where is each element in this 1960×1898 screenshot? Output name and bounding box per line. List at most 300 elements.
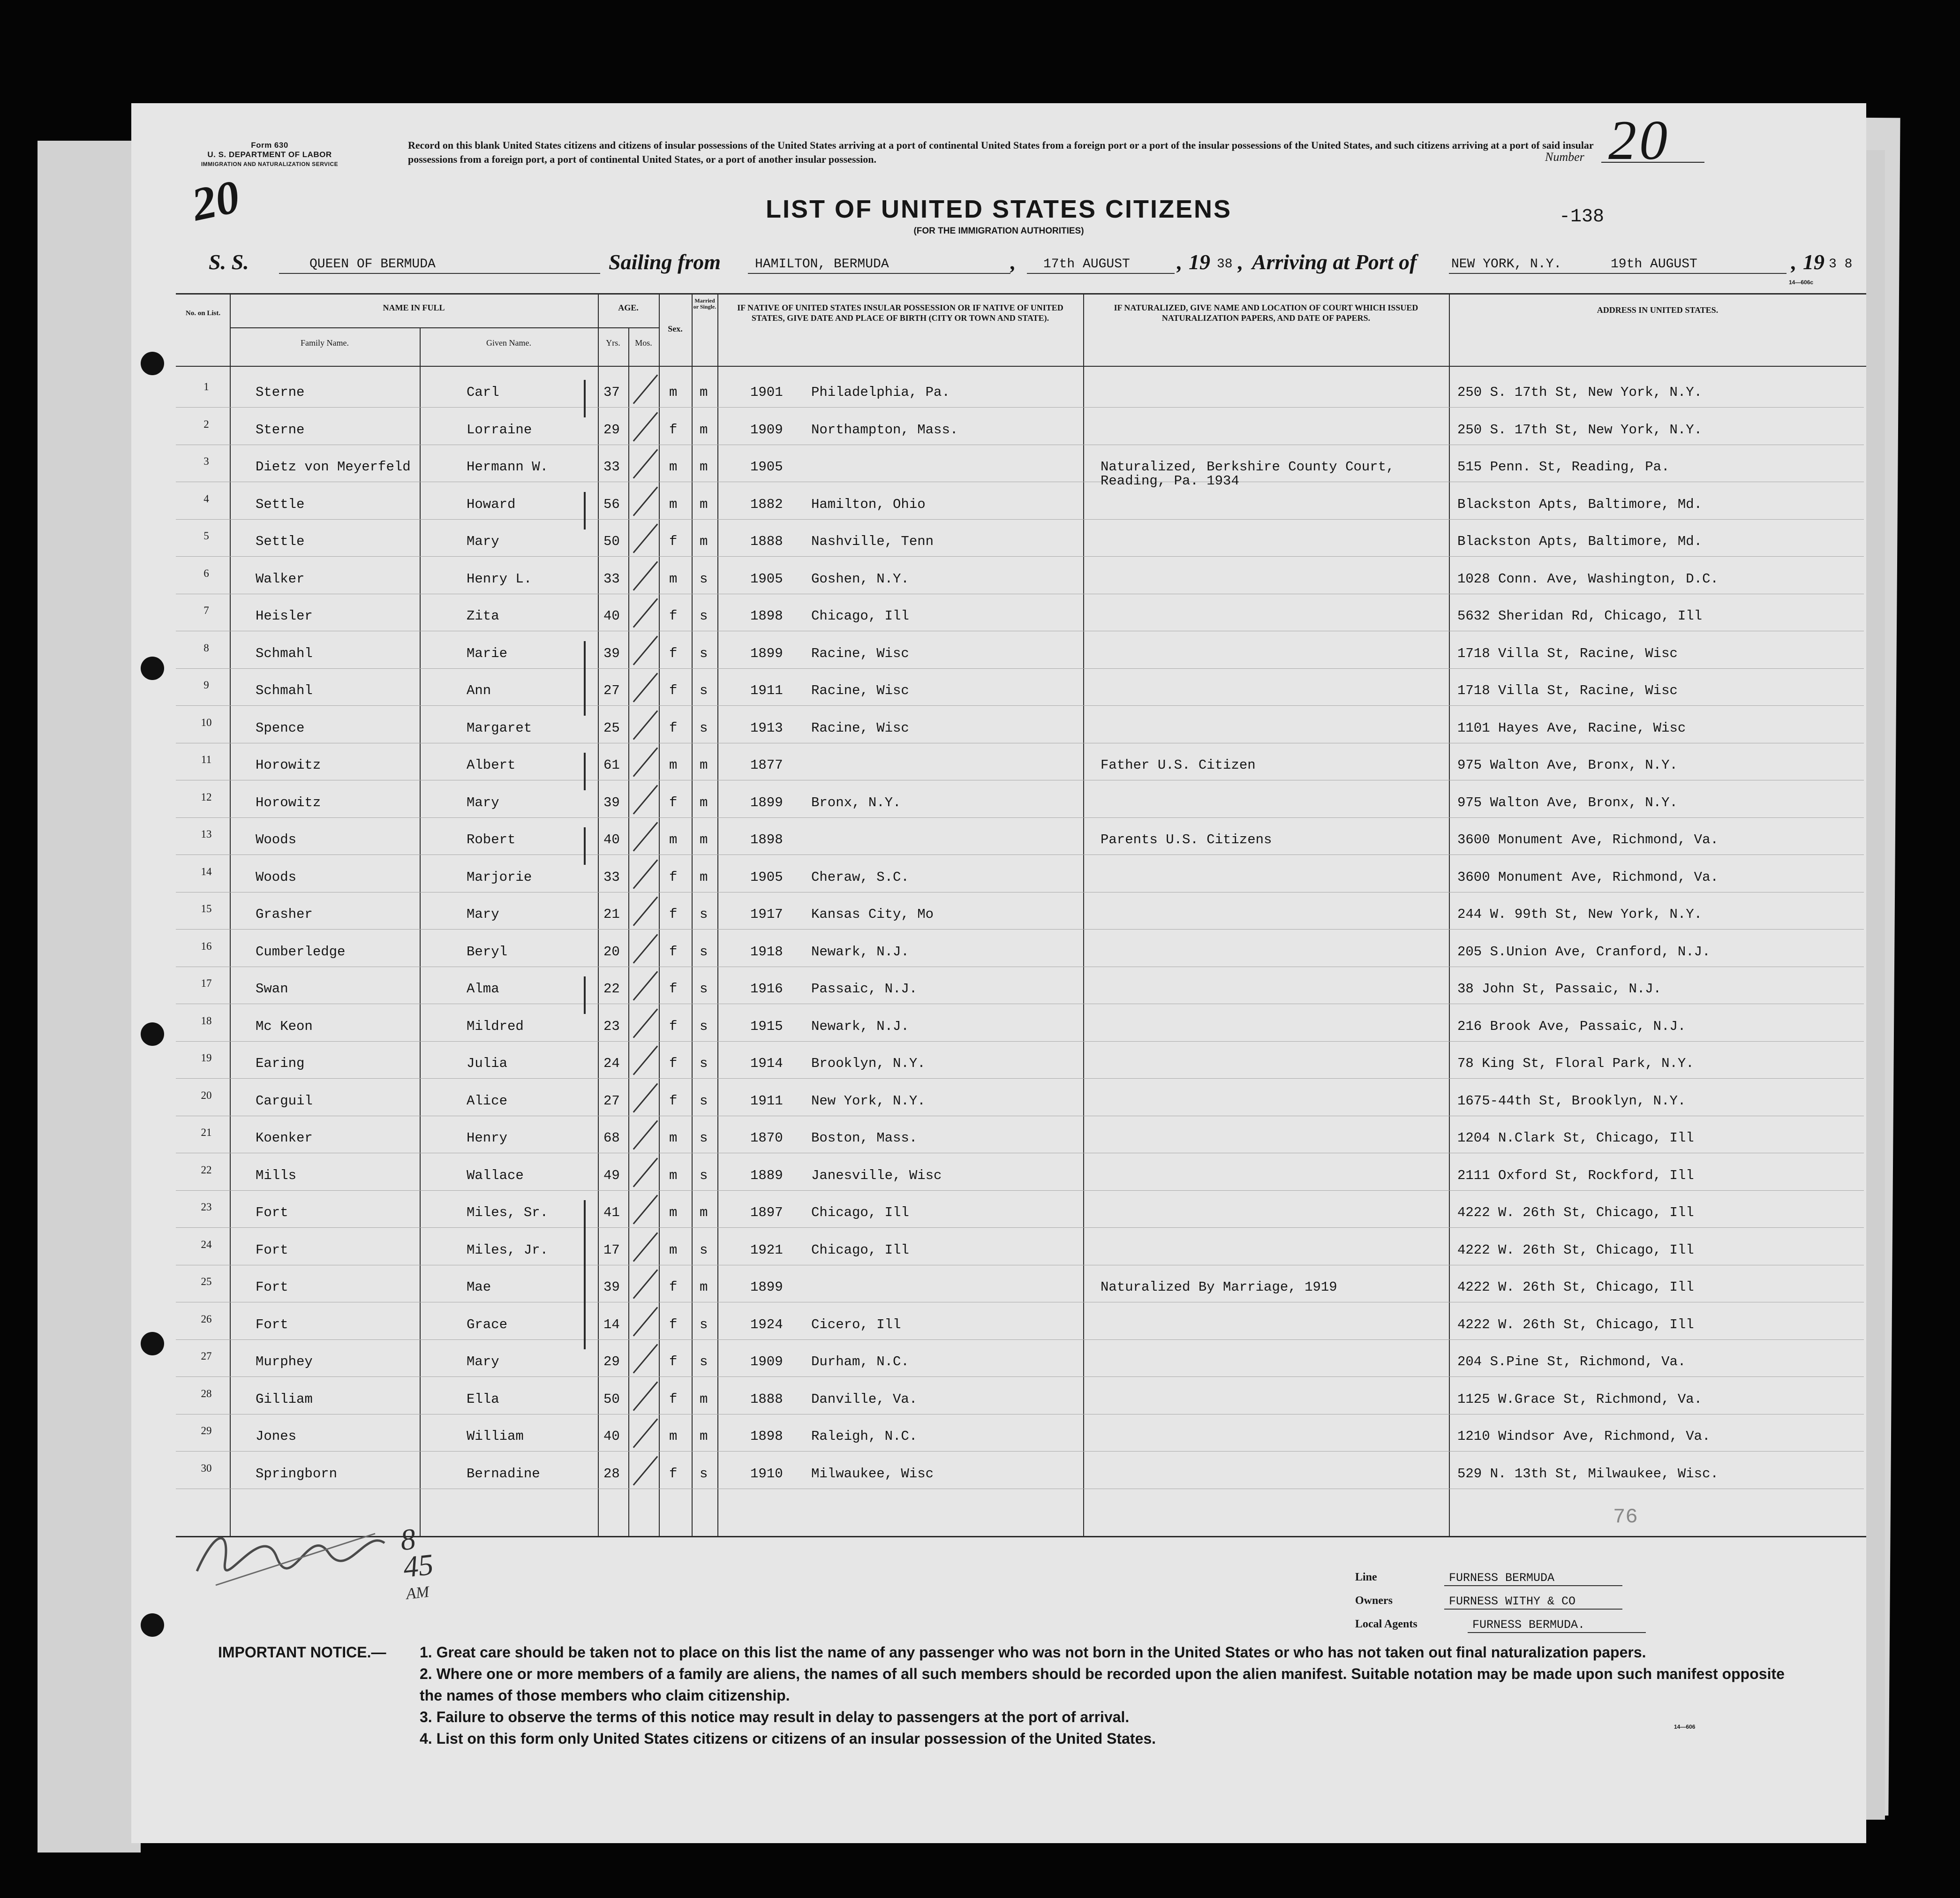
cell-sex: f xyxy=(669,1354,678,1369)
row-number: 19 xyxy=(201,1052,212,1064)
row-number: 4 xyxy=(204,493,209,505)
agents-label: Local Agents xyxy=(1355,1618,1417,1630)
row-rule xyxy=(176,1041,1864,1042)
cell-place: Chicago, Ill xyxy=(811,1242,909,1258)
check-mark xyxy=(633,1381,658,1411)
row-number: 12 xyxy=(201,791,212,803)
cell-address: 3600 Monument Ave, Richmond, Va. xyxy=(1457,870,1719,885)
cell-nat: Parents U.S. Citizens xyxy=(1101,832,1272,847)
cell-given: Mary xyxy=(467,795,499,810)
family-bracket xyxy=(584,492,586,529)
cell-yrs: 40 xyxy=(603,832,620,847)
row-rule xyxy=(176,519,1864,520)
cell-family: Koenker xyxy=(256,1130,313,1146)
cell-place: Durham, N.C. xyxy=(811,1354,909,1369)
row-number: 24 xyxy=(201,1239,212,1250)
row-number: 3 xyxy=(204,455,209,467)
cell-place: Chicago, Ill xyxy=(811,1205,909,1220)
cell-family: Schmahl xyxy=(256,683,313,698)
check-mark xyxy=(633,1232,658,1262)
cell-address: 515 Penn. St, Reading, Pa. xyxy=(1457,459,1670,475)
row-number: 16 xyxy=(201,940,212,952)
cell-family: Dietz von Meyerfeld xyxy=(256,459,411,475)
cell-address: 38 John St, Passaic, N.J. xyxy=(1457,981,1662,997)
cell-ms: s xyxy=(700,571,708,587)
line-label: Line xyxy=(1355,1571,1377,1583)
cell-address: 78 King St, Floral Park, N.Y. xyxy=(1457,1056,1694,1071)
cell-address: 1028 Conn. Ave, Washington, D.C. xyxy=(1457,571,1719,587)
cell-nat: Father U.S. Citizen xyxy=(1101,757,1256,773)
row-number: 5 xyxy=(204,530,209,542)
cell-ms: s xyxy=(700,981,708,997)
arrival-date: 19th AUGUST xyxy=(1611,257,1697,272)
check-mark xyxy=(633,747,658,777)
cell-sex: m xyxy=(669,1205,678,1220)
stamp-number: 76 xyxy=(1613,1505,1638,1529)
cell-place: Newark, N.J. xyxy=(811,944,909,960)
cell-address: Blackston Apts, Baltimore, Md. xyxy=(1457,497,1703,512)
cell-sex: f xyxy=(669,1056,678,1071)
cell-year: 1911 xyxy=(750,1093,783,1109)
cell-yrs: 20 xyxy=(603,944,620,960)
cell-place: Nashville, Tenn xyxy=(811,534,934,549)
cell-year: 1898 xyxy=(750,1429,783,1444)
field-underline xyxy=(1449,273,1787,274)
row-number: 23 xyxy=(201,1201,212,1213)
cell-yrs: 50 xyxy=(603,534,620,549)
cell-family: Sterne xyxy=(256,385,305,400)
cell-ms: s xyxy=(700,1056,708,1071)
row-rule xyxy=(176,556,1864,557)
cell-sex: f xyxy=(669,1317,678,1332)
cell-given: Mary xyxy=(467,1354,499,1369)
list-number: 20 xyxy=(1608,109,1670,171)
notice-item: 2. Where one or more members of a family are aliens, the names of all such members should be recorded upon the alien manifest. Suitable notation may be made upon such manifest opposite the names of those members who claim citizenship. xyxy=(420,1665,1785,1704)
cell-year: 1911 xyxy=(750,683,783,698)
field-underline xyxy=(748,273,1010,274)
cell-given: Alice xyxy=(467,1093,508,1109)
cell-address: 2111 Oxford St, Rockford, Ill xyxy=(1457,1168,1694,1183)
row-rule xyxy=(176,668,1864,669)
cell-given: Bernadine xyxy=(467,1466,540,1482)
cell-given: Julia xyxy=(467,1056,508,1071)
row-number: 18 xyxy=(201,1015,212,1027)
row-number: 2 xyxy=(204,418,209,430)
cell-family: Spence xyxy=(256,720,305,736)
cell-ms: s xyxy=(700,907,708,922)
column-rule xyxy=(717,293,718,1536)
cell-given: Albert xyxy=(467,757,516,773)
row-number: 20 xyxy=(201,1089,212,1101)
cell-address: 4222 W. 26th St, Chicago, Ill xyxy=(1457,1205,1694,1220)
cell-address: 1204 N.Clark St, Chicago, Ill xyxy=(1457,1130,1694,1146)
cell-given: Lorraine xyxy=(467,422,532,438)
cell-ms: s xyxy=(700,944,708,960)
check-mark xyxy=(633,635,658,665)
cell-address: 205 S.Union Ave, Cranford, N.J. xyxy=(1457,944,1711,960)
cell-year: 1882 xyxy=(750,497,783,512)
cell-place: Danville, Va. xyxy=(811,1391,918,1407)
form-number: Form 630 xyxy=(251,141,288,150)
cell-sex: f xyxy=(669,534,678,549)
cell-ms: m xyxy=(700,870,708,885)
cell-address: 216 Brook Ave, Passaic, N.J. xyxy=(1457,1019,1686,1034)
cell-family: Horowitz xyxy=(256,757,321,773)
cell-given: Ann xyxy=(467,683,491,698)
row-number: 26 xyxy=(201,1313,212,1325)
notice-heading: IMPORTANT NOTICE.— xyxy=(218,1644,386,1661)
cell-sex: m xyxy=(669,1429,678,1444)
check-mark xyxy=(633,673,658,702)
cell-sex: f xyxy=(669,608,678,624)
cell-family: Jones xyxy=(256,1429,297,1444)
check-mark xyxy=(633,1157,658,1187)
cell-given: Henry xyxy=(467,1130,508,1146)
cell-year: 1901 xyxy=(750,385,783,400)
check-mark xyxy=(633,1195,658,1224)
cell-sex: f xyxy=(669,1391,678,1407)
cell-family: Mills xyxy=(256,1168,297,1183)
field-underline xyxy=(279,273,600,274)
header-address: ADDRESS IN UNITED STATES. xyxy=(1597,305,1719,315)
sailing-date: 17th AUGUST xyxy=(1043,257,1130,272)
cell-family: Schmahl xyxy=(256,646,313,661)
cell-family: Fort xyxy=(256,1242,288,1258)
table-header-border xyxy=(176,366,1866,367)
cell-given: Hermann W. xyxy=(467,459,549,475)
cell-ms: s xyxy=(700,1242,708,1258)
cell-sex: f xyxy=(669,1093,678,1109)
inspection-time: 8 45 AM xyxy=(399,1522,454,1608)
cell-family: Horowitz xyxy=(256,795,321,810)
cell-place: Goshen, N.Y. xyxy=(811,571,909,587)
check-mark xyxy=(633,934,658,963)
cell-sex: m xyxy=(669,757,678,773)
cell-yrs: 29 xyxy=(603,422,620,438)
check-mark xyxy=(633,971,658,1000)
cell-yrs: 27 xyxy=(603,683,620,698)
check-mark xyxy=(633,1344,658,1373)
cell-yrs: 22 xyxy=(603,981,620,997)
cell-ms: s xyxy=(700,1093,708,1109)
cell-year: 1916 xyxy=(750,981,783,997)
cell-ms: s xyxy=(700,683,708,698)
cell-sex: f xyxy=(669,1279,678,1295)
cell-family: Fort xyxy=(256,1279,288,1295)
cell-family: Cumberledge xyxy=(256,944,346,960)
header-yrs: Yrs. xyxy=(606,338,620,348)
cell-year: 1909 xyxy=(750,1354,783,1369)
cell-year: 1914 xyxy=(750,1056,783,1071)
cell-address: 244 W. 99th St, New York, N.Y. xyxy=(1457,907,1703,922)
department-name: U. S. DEPARTMENT OF LABOR xyxy=(207,150,332,159)
cell-yrs: 61 xyxy=(603,757,620,773)
cell-nat-continued: Reading, Pa. 1934 xyxy=(1101,473,1239,489)
cell-yrs: 23 xyxy=(603,1019,620,1034)
number-label: Number xyxy=(1545,150,1584,164)
page-subtitle: (FOR THE IMMIGRATION AUTHORITIES) xyxy=(913,226,1084,236)
cell-year: 1909 xyxy=(750,422,783,438)
cell-address: 1718 Villa St, Racine, Wisc xyxy=(1457,683,1678,698)
page-title: LIST OF UNITED STATES CITIZENS xyxy=(766,195,1232,223)
check-mark xyxy=(633,1045,658,1075)
cell-family: Sterne xyxy=(256,422,305,438)
ss-label: S. S. xyxy=(209,250,249,274)
age-subheader-rule xyxy=(598,327,659,328)
check-mark xyxy=(633,710,658,740)
cell-year: 1918 xyxy=(750,944,783,960)
row-number: 29 xyxy=(201,1425,212,1437)
owners-value: FURNESS WITHY & CO xyxy=(1449,1595,1576,1608)
family-bracket xyxy=(584,380,586,417)
cell-yrs: 50 xyxy=(603,1391,620,1407)
cell-place: Milwaukee, Wisc xyxy=(811,1466,934,1482)
arrival-year: 3 8 xyxy=(1829,257,1853,272)
cell-ms: m xyxy=(700,422,708,438)
column-rule xyxy=(692,293,693,1536)
cell-year: 1888 xyxy=(750,534,783,549)
cell-family: Fort xyxy=(256,1317,288,1332)
cell-address: 1718 Villa St, Racine, Wisc xyxy=(1457,646,1678,661)
cell-yrs: 33 xyxy=(603,870,620,885)
row-number: 1 xyxy=(204,381,209,393)
cell-ms: m xyxy=(700,795,708,810)
cell-year: 1915 xyxy=(750,1019,783,1034)
cell-sex: f xyxy=(669,720,678,736)
signature-scribble xyxy=(188,1515,394,1590)
cell-place: Chicago, Ill xyxy=(811,608,909,624)
header-mos: Mos. xyxy=(635,338,652,348)
cell-ms: s xyxy=(700,1354,708,1369)
table-top-border xyxy=(176,293,1866,295)
cell-ms: m xyxy=(700,1429,708,1444)
cell-year: 1899 xyxy=(750,646,783,661)
manifest-page xyxy=(131,103,1866,1843)
cell-family: Heisler xyxy=(256,608,313,624)
cell-family: Grasher xyxy=(256,907,313,922)
cell-yrs: 29 xyxy=(603,1354,620,1369)
check-mark xyxy=(633,822,658,851)
sailing-year: 38 xyxy=(1217,257,1233,272)
cell-address: Blackston Apts, Baltimore, Md. xyxy=(1457,534,1703,549)
header-age: AGE. xyxy=(618,303,639,312)
cell-family: Springborn xyxy=(256,1466,338,1482)
cell-year: 1888 xyxy=(750,1391,783,1407)
name-subheader-rule xyxy=(230,327,598,328)
cell-nat: Naturalized, Berkshire County Court, xyxy=(1101,459,1395,475)
cell-nat: Naturalized By Marriage, 1919 xyxy=(1101,1279,1337,1295)
cell-yrs: 39 xyxy=(603,646,620,661)
cell-yrs: 25 xyxy=(603,720,620,736)
cell-address: 529 N. 13th St, Milwaukee, Wisc. xyxy=(1457,1466,1719,1482)
cell-place: Raleigh, N.C. xyxy=(811,1429,918,1444)
check-mark xyxy=(633,1307,658,1336)
cell-family: Earing xyxy=(256,1056,305,1071)
cell-yrs: 41 xyxy=(603,1205,620,1220)
cell-yrs: 40 xyxy=(603,608,620,624)
cell-sex: f xyxy=(669,646,678,661)
check-mark xyxy=(633,449,658,478)
sailing-label: Sailing from xyxy=(609,250,721,274)
cell-address: 4222 W. 26th St, Chicago, Ill xyxy=(1457,1279,1694,1295)
cell-given: Zita xyxy=(467,608,499,624)
cell-given: Beryl xyxy=(467,944,508,960)
cell-ms: m xyxy=(700,497,708,512)
cell-sex: f xyxy=(669,870,678,885)
cell-sex: f xyxy=(669,1466,678,1482)
cell-yrs: 33 xyxy=(603,571,620,587)
row-number: 13 xyxy=(201,828,212,840)
header-given-name: Given Name. xyxy=(486,338,531,348)
column-rule xyxy=(420,328,421,1536)
cell-ms: m xyxy=(700,757,708,773)
cell-yrs: 33 xyxy=(603,459,620,475)
cell-year: 1921 xyxy=(750,1242,783,1258)
cell-yrs: 68 xyxy=(603,1130,620,1146)
header-naturalization: IF NATURALIZED, GIVE NAME AND LOCATION OF COURT WHICH ISSUED NATURALIZATION PAPERS, AND DATE OF PAPERS. xyxy=(1114,303,1418,323)
cell-place: New York, N.Y. xyxy=(811,1093,926,1109)
arrival-port: NEW YORK, N.Y. xyxy=(1451,257,1562,272)
cell-given: Henry L. xyxy=(467,571,532,587)
check-mark xyxy=(633,1269,658,1299)
cell-year: 1898 xyxy=(750,608,783,624)
cell-given: Mary xyxy=(467,907,499,922)
cell-place: Racine, Wisc xyxy=(811,683,909,698)
column-rule xyxy=(1083,293,1084,1536)
column-rule xyxy=(598,293,599,1536)
row-number: 15 xyxy=(201,903,212,915)
cell-year: 1905 xyxy=(750,459,783,475)
cell-family: Swan xyxy=(256,981,288,997)
check-mark xyxy=(633,1008,658,1038)
cell-sex: m xyxy=(669,832,678,847)
cell-place: Newark, N.J. xyxy=(811,1019,909,1034)
header-married-single: Married or Single. xyxy=(693,297,716,310)
cell-ms: m xyxy=(700,534,708,549)
header-birth-info: IF NATIVE OF UNITED STATES INSULAR POSSESSION OR IF NATIVE OF UNITED STATES, GIVE DATE AND PLACE OF BIRTH (CITY OR TOWN AND STATE). xyxy=(737,303,1063,323)
check-mark xyxy=(633,1456,658,1485)
cell-address: 5632 Sheridan Rd, Chicago, Ill xyxy=(1457,608,1703,624)
cell-place: Racine, Wisc xyxy=(811,720,909,736)
cell-address: 250 S. 17th St, New York, N.Y. xyxy=(1457,385,1703,400)
cell-sex: f xyxy=(669,944,678,960)
family-bracket xyxy=(584,827,586,865)
check-mark xyxy=(633,1083,658,1112)
cell-ms: s xyxy=(700,1168,708,1183)
header-family-name: Family Name. xyxy=(301,338,349,348)
cell-address: 3600 Monument Ave, Richmond, Va. xyxy=(1457,832,1719,847)
form-identifier xyxy=(185,141,354,169)
cell-place: Janesville, Wisc xyxy=(811,1168,942,1183)
cell-ms: m xyxy=(700,1391,708,1407)
check-mark xyxy=(633,523,658,553)
cell-place: Northampton, Mass. xyxy=(811,422,958,438)
year-prefix: 19 xyxy=(1189,250,1210,274)
cell-given: Mae xyxy=(467,1279,491,1295)
cell-year: 1913 xyxy=(750,720,783,736)
row-rule xyxy=(176,1078,1864,1079)
cell-place: Cicero, Ill xyxy=(811,1317,901,1332)
check-mark xyxy=(633,486,658,516)
check-mark xyxy=(633,598,658,628)
cell-address: 4222 W. 26th St, Chicago, Ill xyxy=(1457,1242,1694,1258)
cell-year: 1897 xyxy=(750,1205,783,1220)
family-bracket xyxy=(584,1200,586,1349)
cell-sex: f xyxy=(669,1019,678,1034)
family-bracket xyxy=(584,641,586,716)
row-number: 22 xyxy=(201,1164,212,1176)
cell-family: Carguil xyxy=(256,1093,313,1109)
notice-item: 1. Great care should be taken not to place on this list the name of any passenger who was not born in the United States or who has not taken out final naturalization papers. xyxy=(420,1644,1646,1661)
cell-year: 1924 xyxy=(750,1317,783,1332)
row-number: 10 xyxy=(201,717,212,728)
cell-address: 1675-44th St, Brooklyn, N.Y. xyxy=(1457,1093,1686,1109)
cell-sex: m xyxy=(669,1168,678,1183)
cell-ms: m xyxy=(700,832,708,847)
cell-given: Howard xyxy=(467,497,516,512)
cell-sex: f xyxy=(669,795,678,810)
check-mark xyxy=(633,1418,658,1448)
form-code: 14—606c xyxy=(1789,279,1814,286)
column-rule xyxy=(659,293,660,1536)
arrival-year-prefix: 19 xyxy=(1803,250,1824,274)
cell-place: Passaic, N.J. xyxy=(811,981,918,997)
cell-year: 1910 xyxy=(750,1466,783,1482)
voyage-line: S. S. QUEEN OF BERMUDA Sailing from HAMILTON, BERMUDA , 17th AUGUST , 19 38 , Arriving at Port of NEW YORK, N.Y. 19th AUGUST , 19 3 8 xyxy=(209,250,1853,274)
cell-address: 1210 Windsor Ave, Richmond, Va. xyxy=(1457,1429,1711,1444)
cell-family: Fort xyxy=(256,1205,288,1220)
check-mark xyxy=(633,859,658,889)
punch-hole xyxy=(141,1613,164,1637)
punch-hole xyxy=(141,1332,164,1355)
cell-family: Settle xyxy=(256,534,305,549)
column-rule xyxy=(230,293,231,1536)
cell-address: 1101 Hayes Ave, Racine, Wisc xyxy=(1457,720,1686,736)
header-sex: Sex. xyxy=(668,324,683,333)
cell-sex: m xyxy=(669,459,678,475)
cell-yrs: 21 xyxy=(603,907,620,922)
check-mark xyxy=(633,896,658,926)
sailing-port: HAMILTON, BERMUDA xyxy=(755,257,889,272)
column-rule xyxy=(628,328,629,1536)
owners-field xyxy=(1355,1595,1824,1607)
row-rule xyxy=(176,1190,1864,1191)
row-rule xyxy=(176,817,1864,818)
cell-address: 204 S.Pine St, Richmond, Va. xyxy=(1457,1354,1686,1369)
row-number: 28 xyxy=(201,1388,212,1399)
cell-sex: m xyxy=(669,571,678,587)
punch-hole xyxy=(141,1022,164,1046)
row-rule xyxy=(176,1451,1864,1452)
row-number: 14 xyxy=(201,866,212,877)
row-rule xyxy=(176,1376,1864,1377)
service-name: IMMIGRATION AND NATURALIZATION SERVICE xyxy=(201,161,339,167)
cell-yrs: 40 xyxy=(603,1429,620,1444)
punch-hole xyxy=(141,657,164,680)
cell-year: 1899 xyxy=(750,795,783,810)
cell-yrs: 14 xyxy=(603,1317,620,1332)
cell-yrs: 17 xyxy=(603,1242,620,1258)
family-bracket xyxy=(584,976,586,1014)
form-instructions: Record on this blank United States citizens and citizens of insular possessions of the United States arriving at a port of continental United States from a foreign port or a port of the insular possessions of the United States, and such citizens arriving at a port of said insular possessions from a foreign port, a port of continental United States, or a port of another insular possession. xyxy=(408,139,1594,165)
row-rule xyxy=(176,1339,1864,1340)
cell-given: Alma xyxy=(467,981,499,997)
cell-year: 1889 xyxy=(750,1168,783,1183)
cell-ms: s xyxy=(700,1317,708,1332)
cell-place: Hamilton, Ohio xyxy=(811,497,926,512)
cell-given: Wallace xyxy=(467,1168,524,1183)
row-rule xyxy=(176,1227,1864,1228)
